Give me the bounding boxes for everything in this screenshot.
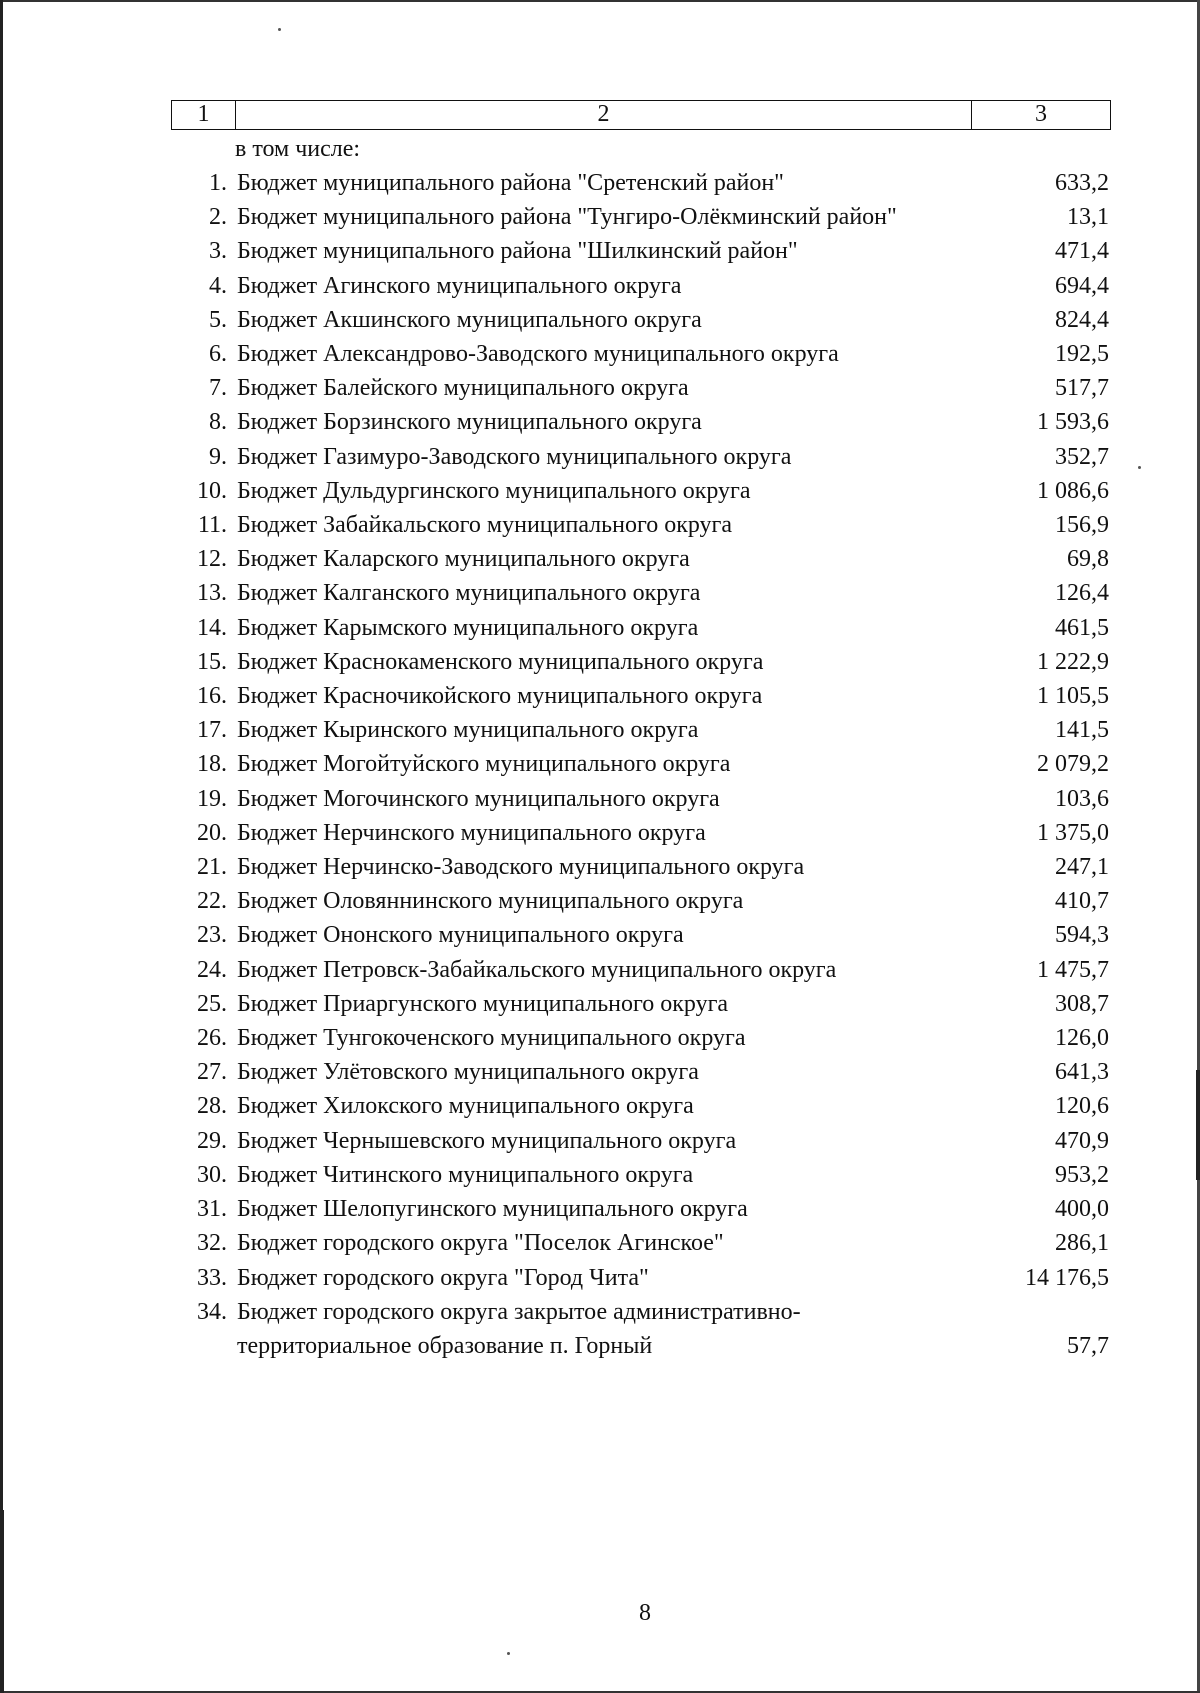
row-name: Бюджет Агинского муниципального округа <box>237 272 682 299</box>
row-value: 352,7 <box>1055 443 1109 470</box>
row-value: 471,4 <box>1055 238 1109 265</box>
table-row <box>171 1089 1111 1123</box>
row-name: Бюджет Улётовского муниципального округа <box>237 1059 699 1086</box>
row-value: 126,4 <box>1055 580 1109 607</box>
row-number: 27. <box>197 1059 227 1086</box>
table-row <box>171 1158 1111 1192</box>
table-row <box>171 405 1111 439</box>
table-row <box>171 303 1111 337</box>
row-value: 641,3 <box>1055 1059 1109 1086</box>
row-name: Бюджет Дульдургинского муниципального округа <box>237 477 751 504</box>
header-col-3: 3 <box>1035 101 1047 127</box>
table-row <box>171 508 1111 542</box>
row-value: 14 176,5 <box>1025 1264 1109 1291</box>
row-name: Бюджет Чернышевского муниципального округа <box>237 1127 737 1154</box>
table-row <box>171 884 1111 918</box>
table-body <box>171 166 1111 1295</box>
row-value: 156,9 <box>1055 512 1109 539</box>
row-number: 32. <box>197 1230 227 1257</box>
row-number: 15. <box>197 648 227 675</box>
row-number: 3. <box>209 238 227 265</box>
row-value: 141,5 <box>1055 717 1109 744</box>
row-number: 18. <box>197 751 227 778</box>
row-value: 192,5 <box>1055 341 1109 368</box>
scan-speck <box>1138 466 1141 469</box>
row-value: 824,4 <box>1055 306 1109 333</box>
row-value: 1 222,9 <box>1037 648 1109 675</box>
table-row <box>171 1226 1111 1260</box>
row-value: 57,7 <box>1067 1332 1109 1359</box>
row-value: 1 375,0 <box>1037 819 1109 846</box>
row-number: 26. <box>197 1025 227 1052</box>
row-name: Бюджет муниципального района "Тунгиро-Олёкминский район" <box>237 204 897 231</box>
row-name: Бюджет Петровск-Забайкальского муниципального округа <box>237 956 837 983</box>
table-row <box>171 474 1111 508</box>
row-number: 31. <box>197 1196 227 1223</box>
row-name: Бюджет Могойтуйского муниципального округа <box>237 751 731 778</box>
row-value: 1 086,6 <box>1037 477 1109 504</box>
row-value: 461,5 <box>1055 614 1109 641</box>
row-number: 33. <box>197 1264 227 1291</box>
row-value: 308,7 <box>1055 990 1109 1017</box>
table-row <box>171 953 1111 987</box>
row-number: 11. <box>197 512 227 539</box>
row-number: 1. <box>209 170 227 196</box>
row-number: 7. <box>209 375 227 402</box>
scan-edge-top <box>0 0 1200 2</box>
row-name-line: Бюджет городского округа закрытое административно- <box>237 1298 801 1325</box>
header-col-1: 1 <box>172 101 236 129</box>
row-name: Бюджет Борзинского муниципального округа <box>237 409 702 436</box>
row-value: 410,7 <box>1055 888 1109 915</box>
row-number: 30. <box>197 1161 227 1188</box>
row-name: Бюджет Калганского муниципального округа <box>237 580 701 607</box>
table-row <box>171 576 1111 610</box>
table-row <box>171 713 1111 747</box>
row-name: Бюджет Ононского муниципального округа <box>237 922 684 949</box>
table-row <box>171 337 1111 371</box>
row-number: 19. <box>197 785 227 812</box>
row-name: Бюджет Кыринского муниципального округа <box>237 717 699 744</box>
row-name: Бюджет Читинского муниципального округа <box>237 1161 694 1188</box>
row-name: Бюджет Нерчинско-Заводского муниципального округа <box>237 854 805 881</box>
row-name: Бюджет Газимуро-Заводского муниципального округа <box>237 443 792 470</box>
row-number: 20. <box>197 819 227 846</box>
row-name: Бюджет Нерчинского муниципального округа <box>237 819 706 846</box>
row-number: 16. <box>197 683 227 710</box>
row-number: 29. <box>197 1127 227 1154</box>
row-value: 2 079,2 <box>1037 751 1109 778</box>
row-number: 5. <box>209 306 227 333</box>
row-number: 24. <box>197 956 227 983</box>
row-name: Бюджет Шелопугинского муниципального округа <box>237 1196 748 1223</box>
scan-edge-left <box>0 0 3 1693</box>
row-value: 400,0 <box>1055 1196 1109 1223</box>
row-name: Бюджет Акшинского муниципального округа <box>237 306 702 333</box>
scan-speck <box>278 28 281 31</box>
scan-edge-mark <box>1196 1070 1200 1180</box>
row-name: Бюджет Красночикойского муниципального округа <box>237 683 763 710</box>
table-row <box>171 200 1111 234</box>
row-number: 2. <box>209 204 227 231</box>
table-row <box>171 542 1111 576</box>
row-value: 953,2 <box>1055 1161 1109 1188</box>
row-value: 13,1 <box>1067 204 1109 231</box>
row-name-line: территориальное образование п. Горный <box>237 1332 653 1359</box>
table-row <box>171 918 1111 952</box>
row-value: 517,7 <box>1055 375 1109 402</box>
header-col-2: 2 <box>236 101 972 129</box>
row-value: 126,0 <box>1055 1025 1109 1052</box>
row-name: Бюджет Балейского муниципального округа <box>237 375 689 402</box>
row-value: 1 475,7 <box>1037 956 1109 983</box>
table-row <box>171 645 1111 679</box>
row-name: Бюджет Краснокаменского муниципального округа <box>237 648 764 675</box>
table-row <box>171 611 1111 645</box>
table-header-row <box>171 100 1111 130</box>
scan-speck <box>507 1652 510 1655</box>
table-row <box>171 679 1111 713</box>
row-name: Бюджет Хилокского муниципального округа <box>237 1093 694 1120</box>
row-value: 633,2 <box>1055 170 1109 196</box>
row-value: 1 105,5 <box>1037 683 1109 710</box>
table-row <box>171 747 1111 781</box>
table-row <box>171 1261 1111 1295</box>
table-row <box>171 1295 1111 1363</box>
table-row <box>171 782 1111 816</box>
row-name: Бюджет городского округа "Поселок Агинское" <box>237 1230 724 1257</box>
row-number: 34. <box>197 1298 227 1325</box>
row-name <box>231 1295 971 1363</box>
row-number: 9. <box>209 443 227 470</box>
row-value: 594,3 <box>1055 922 1109 949</box>
row-name: Бюджет городского округа "Город Чита" <box>237 1264 649 1291</box>
row-name: Бюджет Александрово-Заводского муниципального округа <box>237 341 839 368</box>
table-row <box>171 371 1111 405</box>
row-name: Бюджет Оловяннинского муниципального округа <box>237 888 744 915</box>
table-row <box>171 440 1111 474</box>
row-number: 8. <box>209 409 227 436</box>
row-value: 1 593,6 <box>1037 409 1109 436</box>
row-value: 286,1 <box>1055 1230 1109 1257</box>
row-value: 103,6 <box>1055 785 1109 812</box>
row-number: 13. <box>197 580 227 607</box>
row-number: 6. <box>209 341 227 368</box>
row-name: Бюджет Каларского муниципального округа <box>237 546 690 573</box>
table-row <box>171 987 1111 1021</box>
row-name: Бюджет Карымского муниципального округа <box>237 614 699 641</box>
row-name: Бюджет муниципального района "Шилкинский район" <box>237 238 798 265</box>
row-number: 10. <box>197 477 227 504</box>
row-value: 247,1 <box>1055 854 1109 881</box>
row-number: 21. <box>197 854 227 881</box>
row-number: 28. <box>197 1093 227 1120</box>
row-value: 69,8 <box>1067 546 1109 573</box>
table-row <box>171 1192 1111 1226</box>
row-value: 120,6 <box>1055 1093 1109 1120</box>
row-number: 23. <box>197 922 227 949</box>
table-subtitle: в том числе: <box>235 136 361 162</box>
budget-table <box>171 100 1111 1363</box>
table-row <box>171 1021 1111 1055</box>
table-row <box>171 1055 1111 1089</box>
row-number: 22. <box>197 888 227 915</box>
row-name: Бюджет муниципального района "Сретенский район" <box>237 170 784 196</box>
row-number: 4. <box>209 272 227 299</box>
table-row <box>171 816 1111 850</box>
table-row <box>171 234 1111 268</box>
row-name: Бюджет Тунгокоченского муниципального округа <box>237 1025 746 1052</box>
page-number: 8 <box>639 1600 651 1626</box>
row-name: Бюджет Приаргунского муниципального округа <box>237 990 729 1017</box>
row-value: 470,9 <box>1055 1127 1109 1154</box>
row-number: 14. <box>197 614 227 641</box>
row-number: 25. <box>197 990 227 1017</box>
table-row <box>171 269 1111 303</box>
table-row <box>171 850 1111 884</box>
table-row <box>171 1124 1111 1158</box>
row-name: Бюджет Могочинского муниципального округа <box>237 785 720 812</box>
row-number: 12. <box>197 546 227 573</box>
table-row <box>171 166 1111 200</box>
row-name: Бюджет Забайкальского муниципального округа <box>237 512 733 539</box>
row-value: 694,4 <box>1055 272 1109 299</box>
row-number: 17. <box>197 717 227 744</box>
